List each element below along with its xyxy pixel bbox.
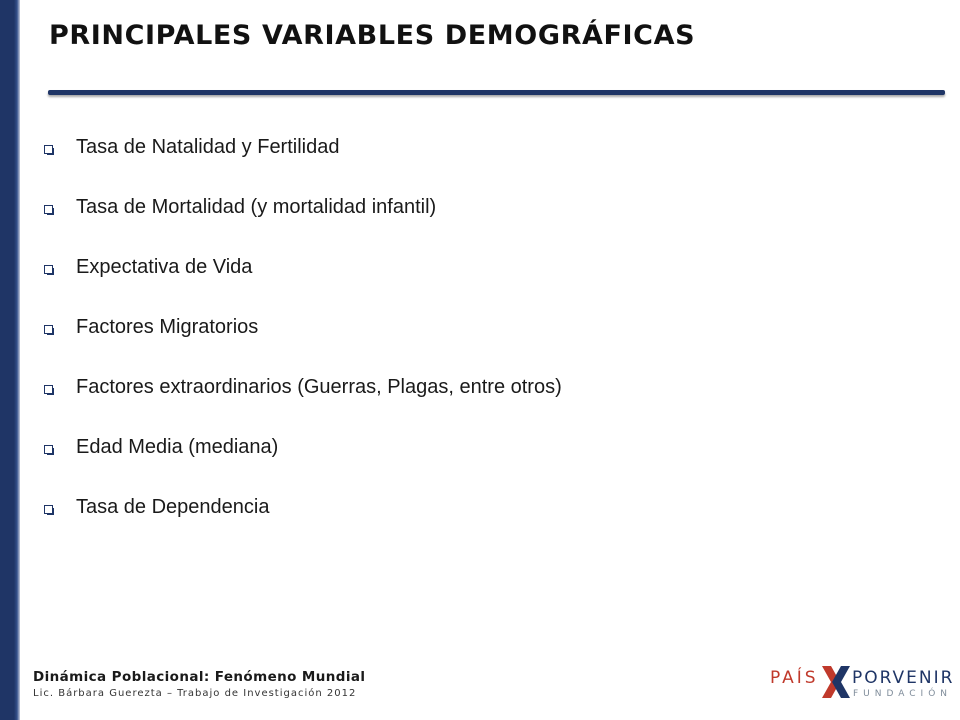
title-underline — [48, 90, 945, 95]
left-accent-bar — [0, 0, 20, 720]
bullet-text: Tasa de Dependencia — [76, 496, 270, 518]
square-bullet-icon — [44, 145, 54, 155]
logo-word-pais: PAÍS — [770, 668, 819, 688]
logo-x-icon — [820, 664, 852, 700]
bullet-list — [44, 132, 562, 552]
square-bullet-icon — [44, 385, 54, 395]
square-bullet-icon — [44, 505, 54, 515]
logo-word-fundacion: FUNDACIÓN — [853, 689, 953, 699]
bullet-item — [44, 312, 562, 372]
bullet-text: Tasa de Natalidad y Fertilidad — [76, 136, 340, 158]
bullet-item — [44, 372, 562, 432]
square-bullet-icon — [44, 325, 54, 335]
logo-word-porvenir: PORVENIR — [852, 668, 955, 688]
footer-subtitle: Lic. Bárbara Guerezta – Trabajo de Investigación 2012 — [33, 688, 357, 699]
bullet-item — [44, 132, 562, 192]
bullet-text: Edad Media (mediana) — [76, 436, 279, 458]
fundacion-logo — [770, 664, 955, 708]
bullet-text: Expectativa de Vida — [76, 256, 253, 278]
bullet-item — [44, 492, 562, 552]
bullet-item — [44, 432, 562, 492]
square-bullet-icon — [44, 205, 54, 215]
slide-title: PRINCIPALES VARIABLES DEMOGRÁFICAS — [49, 20, 696, 51]
bullet-text: Tasa de Mortalidad (y mortalidad infantil) — [76, 196, 437, 218]
square-bullet-icon — [44, 265, 54, 275]
footer-title: Dinámica Poblacional: Fenómeno Mundial — [33, 669, 366, 685]
bullet-text: Factores extraordinarios (Guerras, Plagas, entre otros) — [76, 376, 562, 398]
square-bullet-icon — [44, 445, 54, 455]
bullet-item — [44, 252, 562, 312]
bullet-text: Factores Migratorios — [76, 316, 259, 338]
bullet-item — [44, 192, 562, 252]
